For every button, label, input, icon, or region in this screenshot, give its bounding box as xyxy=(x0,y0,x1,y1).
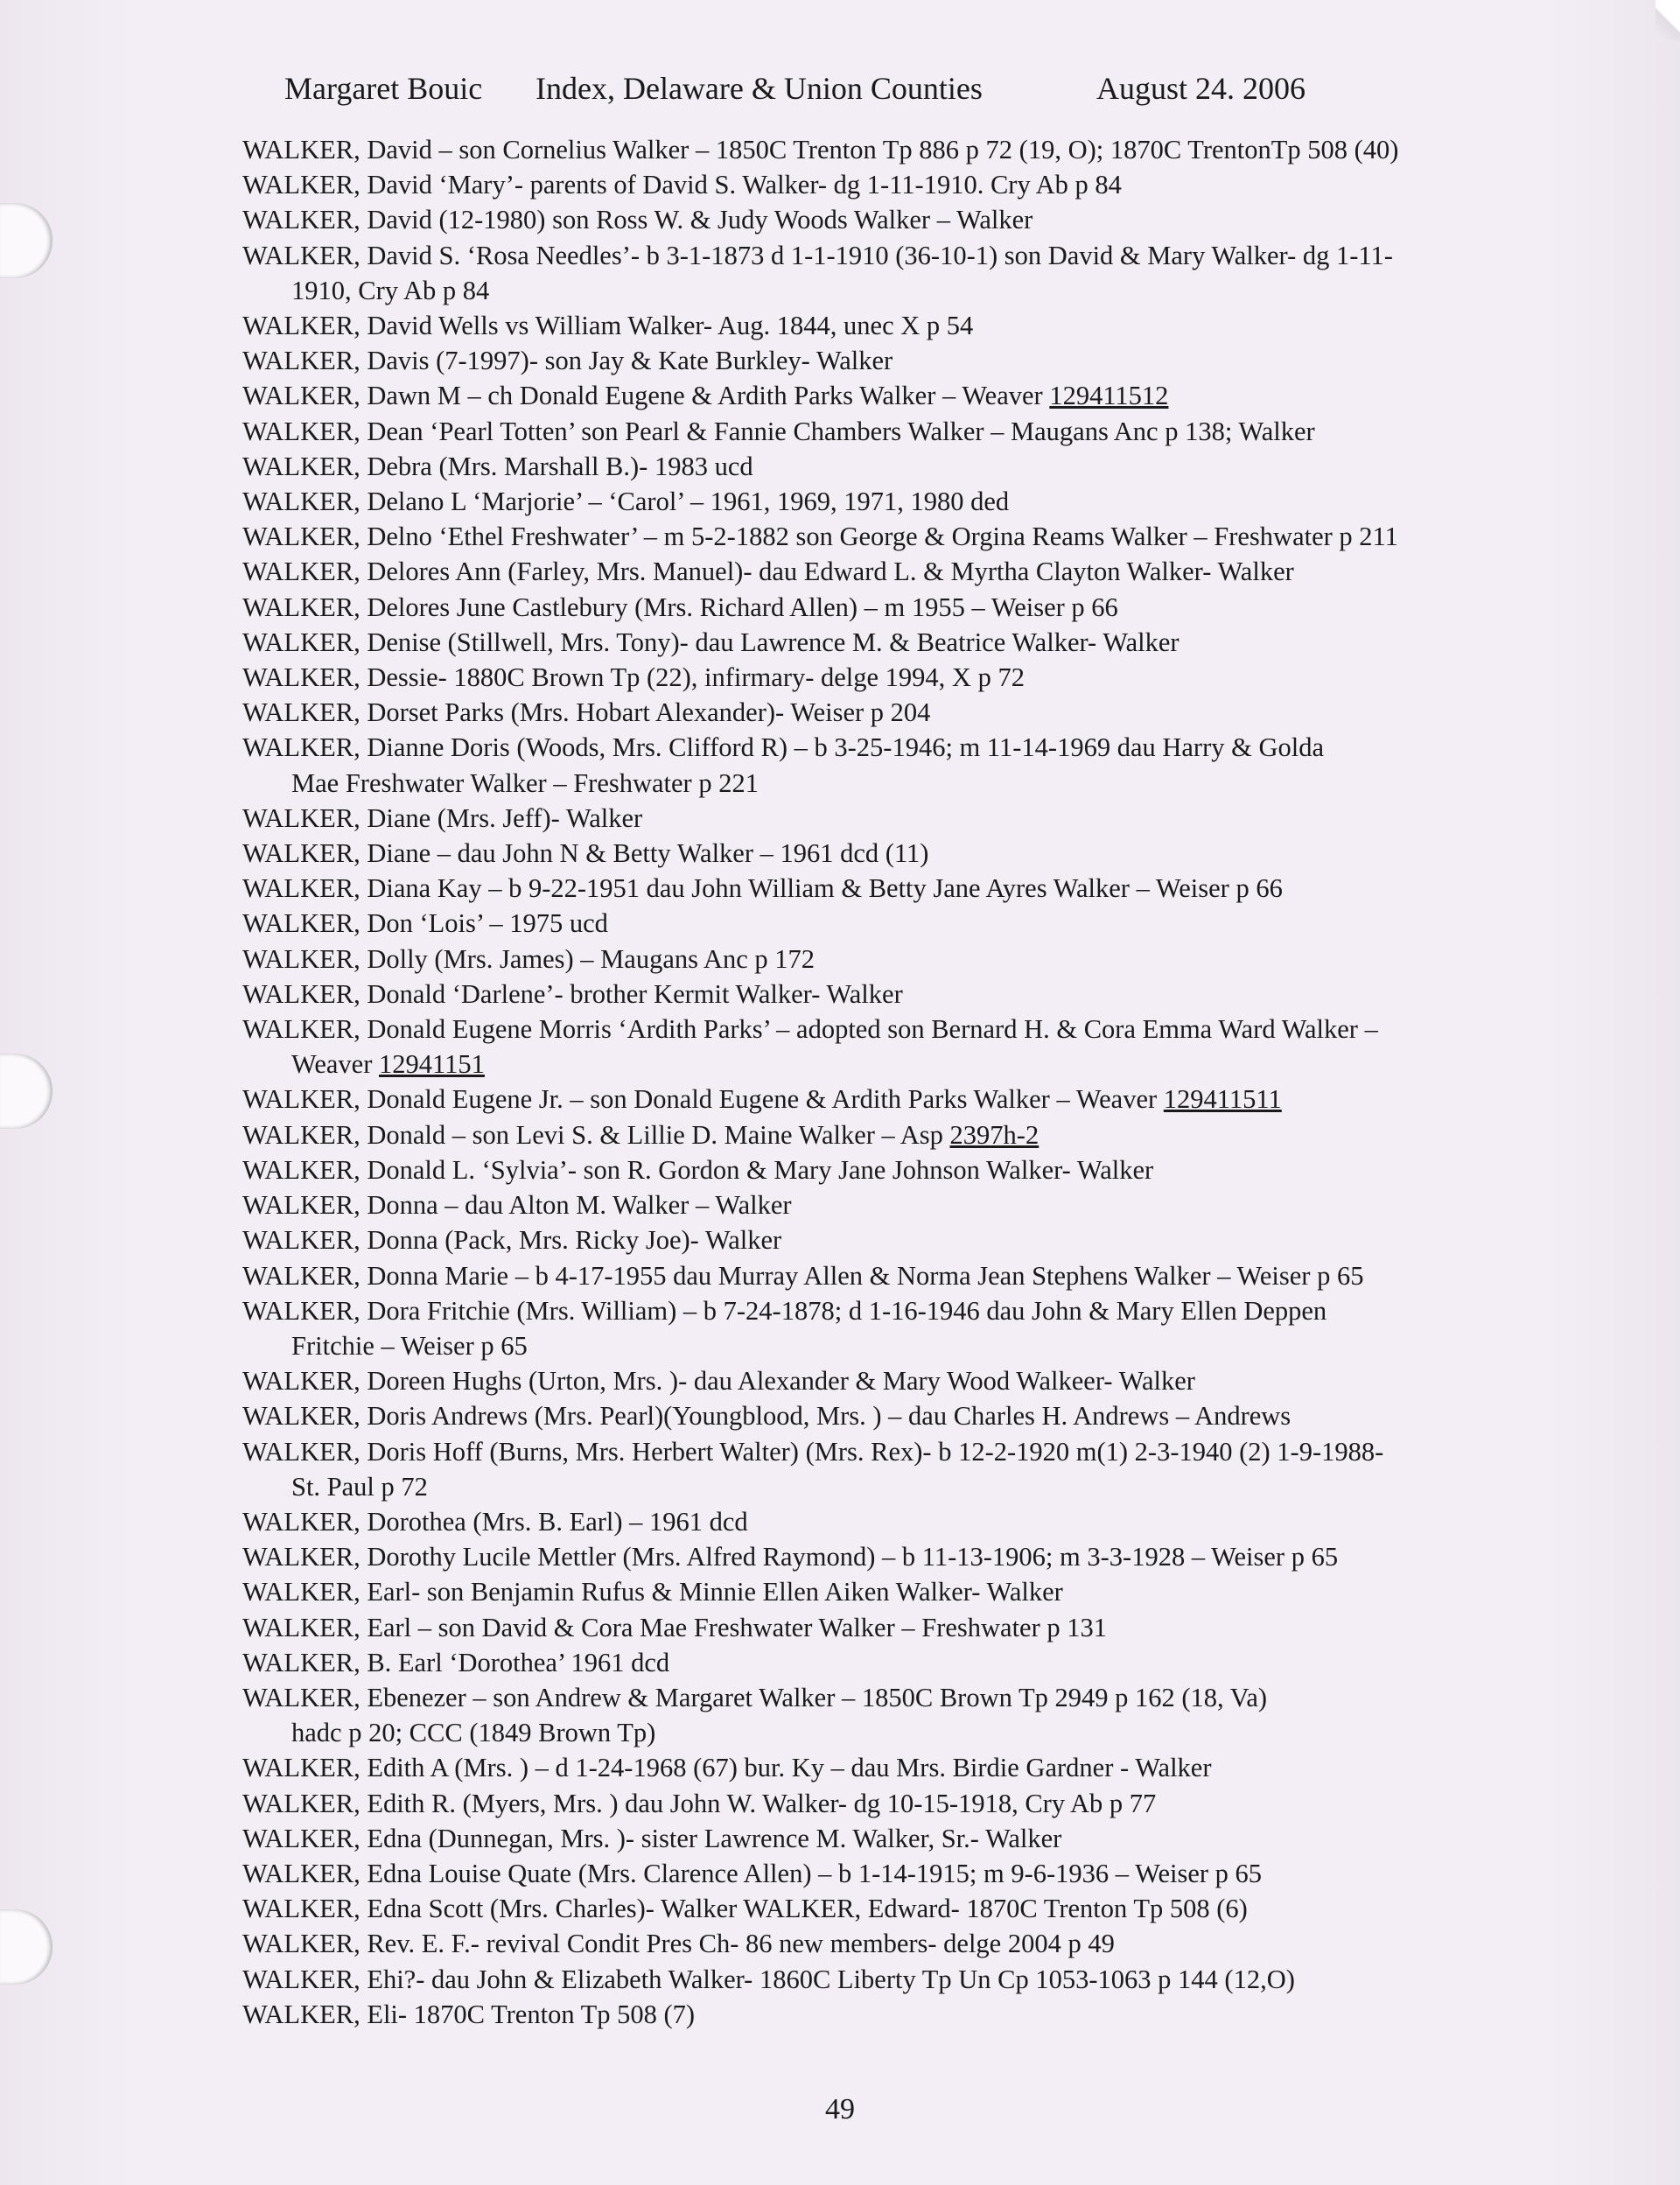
entry-text: WALKER, Ehi?- dau John & Elizabeth Walker- 1860C Liberty Tp Un Cp 1053-1063 p 144 (12,O) xyxy=(242,1964,1295,1994)
index-entry xyxy=(242,836,1546,871)
entry-text: WALKER, B. Earl ‘Dorothea’ 1961 dcd xyxy=(242,1647,670,1677)
index-entry-continuation xyxy=(242,1469,1546,1504)
entry-text: WALKER, Donna (Pack, Mrs. Ricky Joe)- Walker xyxy=(242,1225,782,1256)
index-entry-continuation xyxy=(242,1328,1546,1363)
index-entry xyxy=(242,695,1546,730)
index-entry xyxy=(242,1293,1546,1328)
entry-text: WALKER, Earl- son Benjamin Rufus & Minnie Ellen Aiken Walker- Walker xyxy=(242,1577,1063,1607)
index-entry xyxy=(242,1926,1546,1961)
index-entry xyxy=(242,1856,1546,1891)
entry-text: WALKER, Ebenezer – son Andrew & Margaret Walker – 1850C Brown Tp 2949 p 162 (18, Va) xyxy=(242,1682,1268,1712)
entry-reference-underlined: 12941151 xyxy=(379,1049,485,1080)
index-entry-continuation xyxy=(242,273,1546,308)
index-entry xyxy=(242,484,1546,519)
entry-text: WALKER, Edith R. (Myers, Mrs. ) dau John W. Walker- dg 10-15-1918, Cry Ab p 77 xyxy=(242,1788,1157,1818)
index-entry xyxy=(242,1222,1546,1257)
index-entry-continuation xyxy=(242,1047,1546,1082)
entry-text: WALKER, Dawn M – ch Donald Eugene & Ardith Parks Walker – Weaver xyxy=(242,381,1050,411)
index-entry xyxy=(242,167,1546,202)
index-entry xyxy=(242,1610,1546,1645)
index-entry xyxy=(242,625,1546,660)
entry-text: WALKER, Donald L. ‘Sylvia’- son R. Gordon & Mary Jane Johnson Walker- Walker xyxy=(242,1154,1154,1185)
index-entry xyxy=(242,238,1546,273)
entry-text: WALKER, Dorothy Lucile Mettler (Mrs. Alfred Raymond) – b 11-13-1906; m 3-3-1928 – Weiser p 65 xyxy=(242,1542,1339,1572)
entry-text: WALKER, Edna (Dunnegan, Mrs. )- sister Lawrence M. Walker, Sr.- Walker xyxy=(242,1823,1062,1853)
entry-text: WALKER, Delano L ‘Marjorie’ – ‘Carol’ – 1961, 1969, 1971, 1980 ded xyxy=(242,487,1010,517)
header-date: August 24. 2006 xyxy=(1096,71,1306,106)
entry-text: WALKER, Delno ‘Ethel Freshwater’ – m 5-2-1882 son George & Orgina Reams Walker – Freshwater p 211 xyxy=(242,522,1398,552)
index-entry xyxy=(242,343,1546,378)
entry-text: Weaver xyxy=(291,1049,379,1080)
index-entry xyxy=(242,871,1546,906)
index-entry xyxy=(242,1750,1546,1785)
index-entry-continuation xyxy=(242,766,1546,801)
page-corner-fold xyxy=(1656,0,1680,40)
entry-text: WALKER, Earl – son David & Cora Mae Freshwater Walker – Freshwater p 131 xyxy=(242,1612,1107,1642)
entry-text: WALKER, Donald ‘Darlene’- brother Kermit Walker- Walker xyxy=(242,978,903,1009)
entry-text: WALKER, David S. ‘Rosa Needles’- b 3-1-1873 d 1-1-1910 (36-10-1) son David & Mary Walker- dg 1-11- xyxy=(242,240,1393,270)
entry-text: WALKER, Dean ‘Pearl Totten’ son Pearl & Fannie Chambers Walker – Maugans Anc p 138; Walker xyxy=(242,416,1315,446)
entry-text: WALKER, Diane – dau John N & Betty Walker – 1961 dcd (11) xyxy=(242,838,929,869)
index-entry xyxy=(242,1962,1546,1997)
entry-text: WALKER, Donald – son Levi S. & Lillie D. Maine Walker – Asp xyxy=(242,1119,950,1150)
index-entry xyxy=(242,1117,1546,1152)
index-entry xyxy=(242,1645,1546,1680)
entry-reference-underlined: 129411511 xyxy=(1163,1084,1282,1115)
entry-text: WALKER, Edith A (Mrs. ) – d 1-24-1968 (67) bur. Ky – dau Mrs. Birdie Gardner - Walker xyxy=(242,1753,1212,1783)
entry-text: WALKER, Diane (Mrs. Jeff)- Walker xyxy=(242,802,643,833)
entry-text: WALKER, Delores Ann (Farley, Mrs. Manuel)- dau Edward L. & Myrtha Clayton Walker- Walker xyxy=(242,557,1294,587)
index-entry xyxy=(242,730,1546,765)
index-entry xyxy=(242,1891,1546,1926)
index-entry-continuation xyxy=(242,1715,1546,1750)
index-entry xyxy=(242,378,1546,413)
entry-text: WALKER, David (12-1980) son Ross W. & Judy Woods Walker – Walker xyxy=(242,205,1033,235)
entry-text: WALKER, David ‘Mary’- parents of David S. Walker- dg 1-11-1910. Cry Ab p 84 xyxy=(242,170,1122,200)
page-header xyxy=(0,70,1680,114)
index-entry xyxy=(242,1786,1546,1821)
entry-text: WALKER, Delores June Castlebury (Mrs. Richard Allen) – m 1955 – Weiser p 66 xyxy=(242,592,1118,622)
entry-text: WALKER, David Wells vs William Walker- Aug. 1844, unec X p 54 xyxy=(242,311,974,341)
entry-text: WALKER, Dorothea (Mrs. B. Earl) – 1961 dcd xyxy=(242,1506,748,1537)
entry-text: WALKER, Debra (Mrs. Marshall B.)- 1983 ucd xyxy=(242,451,753,481)
entry-text: Fritchie – Weiser p 65 xyxy=(291,1330,528,1361)
index-entry xyxy=(242,1152,1546,1187)
entry-text: hadc p 20; CCC (1849 Brown Tp) xyxy=(291,1718,656,1748)
entry-text: WALKER, Doreen Hughs (Urton, Mrs. )- dau Alexander & Mary Wood Walkeer- Walker xyxy=(242,1366,1195,1397)
index-entry xyxy=(242,519,1546,554)
header-title: Index, Delaware & Union Counties xyxy=(536,71,983,106)
index-entry xyxy=(242,1821,1546,1856)
entry-text: WALKER, Dora Fritchie (Mrs. William) – b 7-24-1878; d 1-16-1946 dau John & Mary Ellen Deppen xyxy=(242,1295,1327,1326)
index-entry xyxy=(242,977,1546,1012)
index-entry xyxy=(242,1434,1546,1469)
entry-reference-underlined: 129411512 xyxy=(1049,381,1169,411)
entry-text: WALKER, Eli- 1870C Trenton Tp 508 (7) xyxy=(242,1999,696,2029)
index-entry xyxy=(242,1012,1546,1047)
index-entry xyxy=(242,449,1546,484)
entry-text: WALKER, Doris Hoff (Burns, Mrs. Herbert Walter) (Mrs. Rex)- b 12-2-1920 m(1) 2-3-1940 (2) 1-9-1988- xyxy=(242,1436,1384,1467)
entry-text: WALKER, Don ‘Lois’ – 1975 ucd xyxy=(242,908,608,939)
index-entry xyxy=(242,1504,1546,1539)
index-entry xyxy=(242,1680,1546,1715)
index-entry xyxy=(242,554,1546,589)
entry-text: 1910, Cry Ab p 84 xyxy=(291,275,490,305)
index-entry xyxy=(242,1574,1546,1609)
index-entry xyxy=(242,1187,1546,1222)
entry-text: WALKER, Dianne Doris (Woods, Mrs. Clifford R) – b 3-25-1946; m 11-14-1969 dau Harry & Golda xyxy=(242,732,1325,763)
entry-text: WALKER, Edna Scott (Mrs. Charles)- Walker WALKER, Edward- 1870C Trenton Tp 508 (6) xyxy=(242,1894,1248,1924)
index-entry xyxy=(242,942,1546,977)
page-number: 49 xyxy=(825,2093,855,2125)
entry-text: WALKER, Donald Eugene Jr. – son Donald Eugene & Ardith Parks Walker – Weaver xyxy=(242,1084,1164,1115)
header-author: Margaret Bouic xyxy=(284,71,483,106)
entry-text: WALKER, Davis (7-1997)- son Jay & Kate Burkley- Walker xyxy=(242,346,893,376)
index-entry xyxy=(242,308,1546,343)
entry-text: Mae Freshwater Walker – Freshwater p 221 xyxy=(291,767,759,798)
entry-text: WALKER, Doris Andrews (Mrs. Pearl)(Youngblood, Mrs. ) – dau Charles H. Andrews – Andrews xyxy=(242,1401,1292,1432)
index-entry xyxy=(242,202,1546,237)
index-entry xyxy=(242,1082,1546,1117)
entry-reference-underlined: 2397h-2 xyxy=(949,1119,1040,1150)
index-entry xyxy=(242,1398,1546,1433)
index-entry xyxy=(242,906,1546,941)
index-entry xyxy=(242,1997,1546,2032)
entry-text: WALKER, Denise (Stillwell, Mrs. Tony)- dau Lawrence M. & Beatrice Walker- Walker xyxy=(242,627,1180,657)
index-entry xyxy=(242,660,1546,695)
entry-text: WALKER, Donna – dau Alton M. Walker – Walker xyxy=(242,1190,792,1221)
index-entry xyxy=(242,1539,1546,1574)
index-entry xyxy=(242,132,1546,167)
index-entry xyxy=(242,1258,1546,1293)
entry-text: WALKER, Edna Louise Quate (Mrs. Clarence Allen) – b 1-14-1915; m 9-6-1936 – Weiser p 65 xyxy=(242,1858,1263,1888)
entry-text: St. Paul p 72 xyxy=(291,1471,428,1502)
entry-text: WALKER, Dolly (Mrs. James) – Maugans Anc p 172 xyxy=(242,943,815,974)
index-entry xyxy=(242,590,1546,625)
entry-text: WALKER, David – son Cornelius Walker – 1850C Trenton Tp 886 p 72 (19, O); 1870C TrentonTp 508 (40) xyxy=(242,135,1399,165)
entry-text: WALKER, Donna Marie – b 4-17-1955 dau Murray Allen & Norma Jean Stephens Walker – Weiser p 65 xyxy=(242,1260,1364,1291)
entry-text: WALKER, Diana Kay – b 9-22-1951 dau John William & Betty Jane Ayres Walker – Weiser p 66 xyxy=(242,873,1283,904)
index-entry xyxy=(242,1363,1546,1398)
entry-text: WALKER, Dessie- 1880C Brown Tp (22), infirmary- delge 1994, X p 72 xyxy=(242,662,1025,693)
entry-text: WALKER, Donald Eugene Morris ‘Ardith Parks’ – adopted son Bernard H. & Cora Emma Ward Walker – xyxy=(242,1014,1378,1045)
index-entry xyxy=(242,801,1546,836)
entry-text: WALKER, Rev. E. F.- revival Condit Pres Ch- 86 new members- delge 2004 p 49 xyxy=(242,1929,1115,1959)
index-entries-list xyxy=(242,132,1546,2032)
index-entry xyxy=(242,414,1546,449)
entry-text: WALKER, Dorset Parks (Mrs. Hobart Alexander)- Weiser p 204 xyxy=(242,697,931,728)
